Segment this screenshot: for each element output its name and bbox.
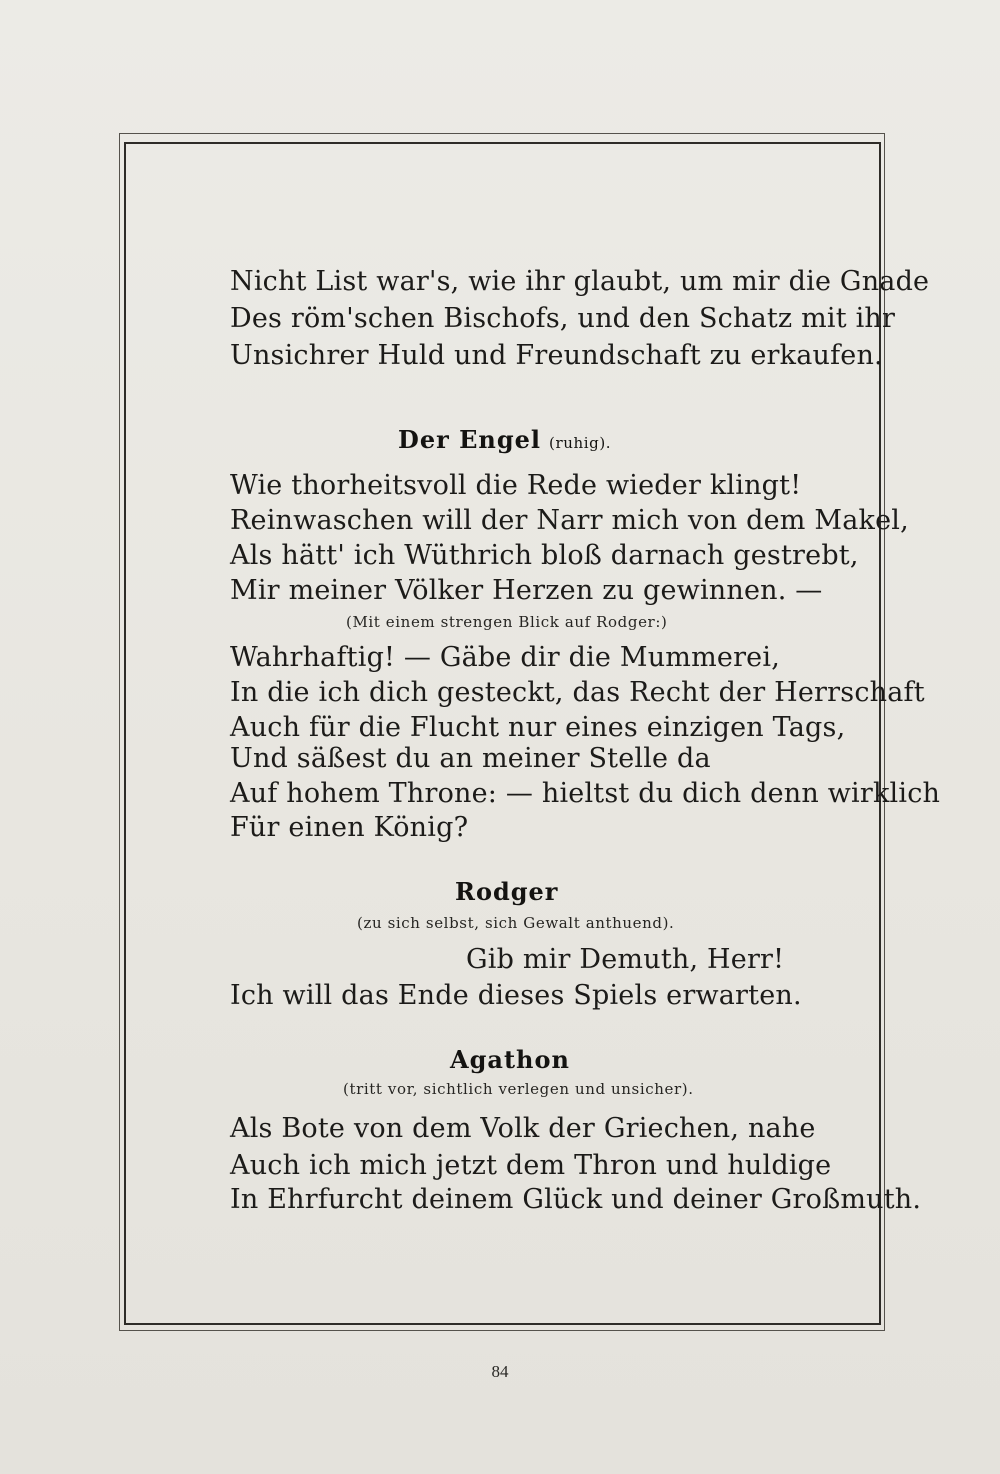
stage-direction: (zu sich selbst, sich Gewalt anthuend). <box>357 914 675 932</box>
verse-line: Als Bote von dem Volk der Griechen, nahe <box>230 1113 816 1144</box>
verse-line: Auf hohem Throne: — hieltst du dich denn wirklich <box>230 778 941 809</box>
stage-direction: (ruhig). <box>549 434 612 452</box>
verse-line: Auch für die Flucht nur eines einzigen Tags, <box>230 712 846 743</box>
verse-line: In Ehrfurcht deinem Glück und deiner Großmuth. <box>230 1184 922 1215</box>
page-number: 84 <box>491 1362 509 1381</box>
verse-line: Mir meiner Völker Herzen zu gewinnen. — <box>230 575 823 606</box>
verse-line: Wie thorheitsvoll die Rede wieder klingt! <box>230 470 802 501</box>
verse-line: Für einen König? <box>230 812 469 843</box>
verse-line: Nicht List war's, wie ihr glaubt, um mir die Gnade <box>230 266 930 297</box>
verse-line: Reinwaschen will der Narr mich von dem Makel, <box>230 505 909 536</box>
stage-direction: (tritt vor, sichtlich verlegen und unsicher). <box>343 1080 694 1098</box>
speaker-name: Der Engel <box>398 425 541 454</box>
stage-direction: (Mit einem strengen Blick auf Rodger:) <box>346 613 668 631</box>
speaker-heading-rodger: Rodger <box>455 877 559 906</box>
verse-line: Des röm'schen Bischofs, und den Schatz mit ihr <box>230 303 896 334</box>
verse-line: In die ich dich gesteckt, das Recht der Herrschaft <box>230 677 925 708</box>
verse-line: Unsichrer Huld und Freundschaft zu erkaufen. <box>230 340 883 371</box>
verse-line: Gib mir Demuth, Herr! <box>466 944 785 975</box>
verse-line: Ich will das Ende dieses Spiels erwarten. <box>230 980 802 1011</box>
speaker-heading-agathon: Agathon <box>450 1045 570 1074</box>
speaker-heading-engel <box>398 426 611 457</box>
verse-line: Und säßest du an meiner Stelle da <box>230 743 711 774</box>
verse-line: Auch ich mich jetzt dem Thron und huldige <box>230 1150 832 1181</box>
verse-line: Als hätt' ich Wüthrich bloß darnach gestrebt, <box>230 540 859 571</box>
verse-line: Wahrhaftig! — Gäbe dir die Mummerei, <box>230 642 780 673</box>
